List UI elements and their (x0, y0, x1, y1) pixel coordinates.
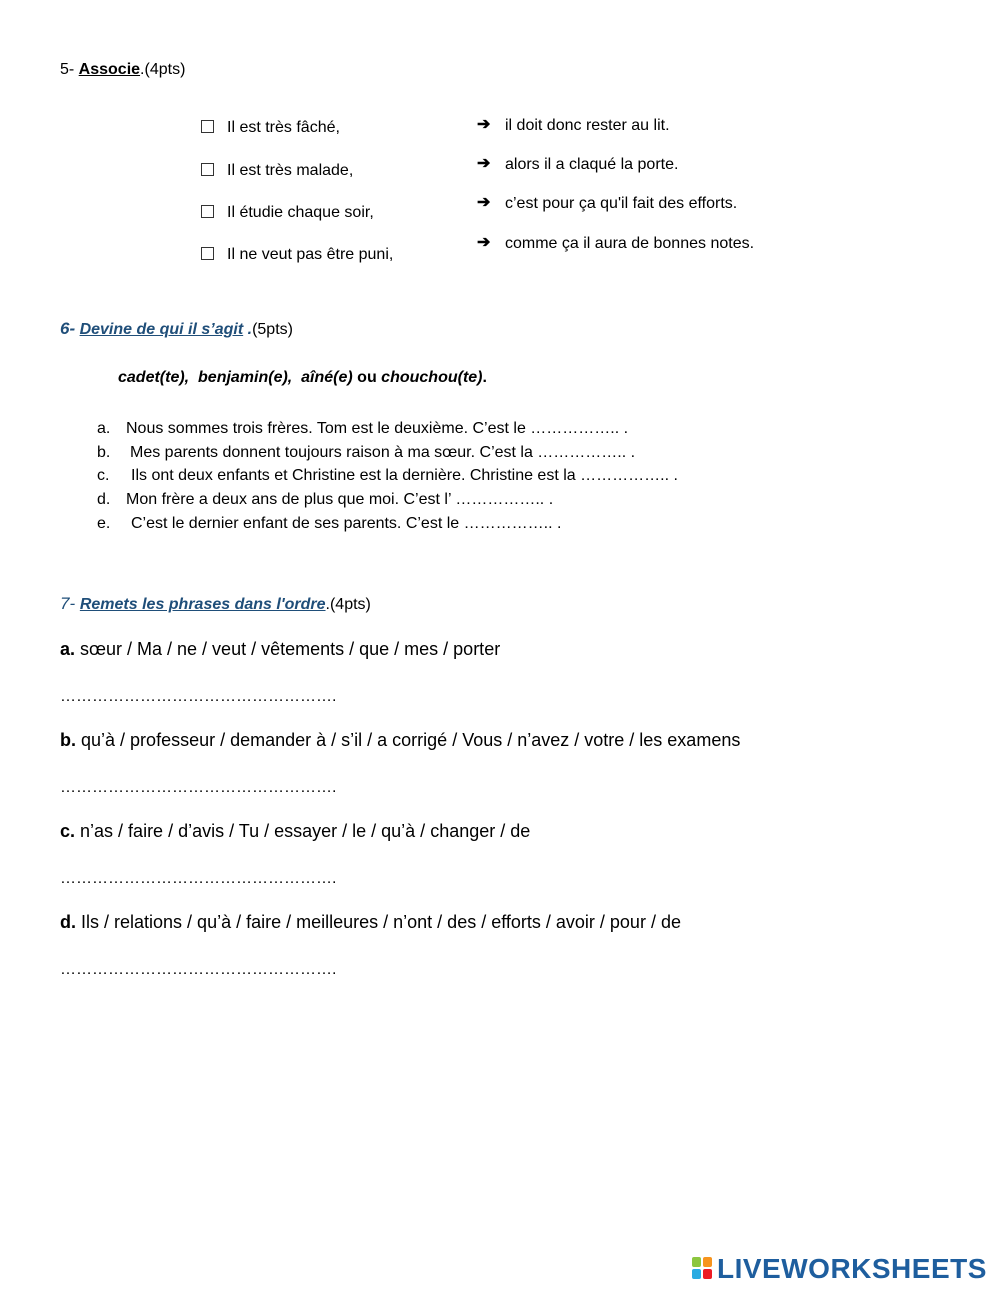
reorder-item-letter: b. (60, 730, 76, 750)
section7-points: .(4pts) (325, 596, 371, 613)
match-right-item: il doit donc rester au lit. (505, 117, 670, 134)
list-item-letter: c. (97, 467, 110, 484)
section6-heading (60, 319, 293, 340)
reorder-item-letter: a. (60, 639, 76, 659)
reorder-item-letter: c. (60, 821, 76, 841)
list-item-text: Nous sommes trois frères. Tom est le deuxième. C’est le …………….. . (126, 420, 629, 437)
liveworksheets-logo (692, 1253, 987, 1285)
word-bank-connector: ou (357, 369, 377, 386)
reorder-item-text: qu’à / professeur / demander à / s’il / a corrigé / Vous / n’avez / votre / les examens (81, 730, 741, 750)
section5-title: Associe (78, 61, 141, 78)
reorder-item-text: n’as / faire / d’avis / Tu / essayer / le / qu’à / changer / de (80, 821, 531, 841)
list-item-text: Mon frère a deux ans de plus que moi. C’est l’ …………….. . (126, 491, 554, 508)
arrow-right-icon: ➔ (477, 116, 491, 133)
section7-title: Remets les phrases dans l'ordre (79, 596, 326, 613)
reorder-item (60, 820, 530, 842)
list-item-text: C’est le dernier enfant de ses parents. C’est le …………….. . (131, 515, 562, 532)
reorder-item-text: sœur / Ma / ne / veut / vêtements / que / mes / porter (80, 639, 501, 659)
list-item (97, 419, 628, 439)
match-checkbox-4[interactable] (201, 247, 214, 260)
list-item (97, 443, 635, 463)
arrow-right-icon: ➔ (477, 234, 491, 251)
reorder-item (60, 911, 681, 933)
answer-line[interactable]: ……………………………………………. (60, 779, 337, 796)
match-left-item: Il est très malade, (227, 162, 354, 179)
match-left-item: Il étudie chaque soir, (227, 204, 374, 221)
section6-number: 6- (60, 319, 76, 338)
list-item (97, 490, 553, 510)
reorder-item-letter: d. (60, 912, 76, 932)
answer-line[interactable]: ……………………………………………. (60, 870, 337, 887)
section5-heading (60, 60, 185, 80)
list-item-letter: d. (97, 491, 111, 508)
word-bank-word: cadet(te), (118, 369, 190, 386)
word-bank (118, 368, 487, 388)
match-left-item: Il est très fâché, (227, 119, 340, 136)
word-bank-word: benjamin(e), (198, 369, 293, 386)
match-checkbox-1[interactable] (201, 120, 214, 133)
section5-points: .(4pts) (140, 61, 186, 78)
list-item-text: Mes parents donnent toujours raison à ma sœur. C’est la …………….. . (130, 444, 636, 461)
reorder-item-text: Ils / relations / qu’à / faire / meilleures / n’ont / des / efforts / avoir / pour / de (81, 912, 681, 932)
list-item-letter: b. (97, 444, 111, 461)
reorder-item (60, 729, 740, 751)
list-item (97, 514, 561, 534)
section6-points: (5pts) (252, 321, 293, 338)
section7-heading (60, 594, 371, 615)
section6-title-suffix: . (243, 321, 253, 338)
logo-text: LIVEWORKSHEETS (717, 1253, 987, 1284)
list-item (97, 466, 678, 486)
list-item-text: Ils ont deux enfants et Christine est la dernière. Christine est la …………….. . (131, 467, 678, 484)
list-item-letter: a. (97, 420, 111, 437)
section6-title: Devine de qui il s’agit (79, 321, 244, 338)
match-left-item: Il ne veut pas être puni, (227, 246, 394, 263)
logo-mark-icon (692, 1257, 714, 1281)
match-right-item: comme ça il aura de bonnes notes. (505, 235, 755, 252)
arrow-right-icon: ➔ (477, 155, 491, 172)
section7-number: 7- (60, 594, 80, 613)
word-bank-end: . (482, 369, 487, 386)
arrow-right-icon: ➔ (477, 194, 491, 211)
reorder-item (60, 638, 500, 660)
match-right-item: alors il a claqué la porte. (505, 156, 679, 173)
word-bank-word: chouchou(te) (381, 369, 483, 386)
answer-line[interactable]: ……………………………………………. (60, 688, 337, 705)
match-right-item: c’est pour ça qu'il fait des efforts. (505, 195, 738, 212)
list-item-letter: e. (97, 515, 111, 532)
word-bank-word: aîné(e) (301, 369, 353, 386)
match-checkbox-3[interactable] (201, 205, 214, 218)
match-checkbox-2[interactable] (201, 163, 214, 176)
section5-number: 5- (60, 61, 79, 78)
answer-line[interactable]: ……………………………………………. (60, 961, 337, 978)
